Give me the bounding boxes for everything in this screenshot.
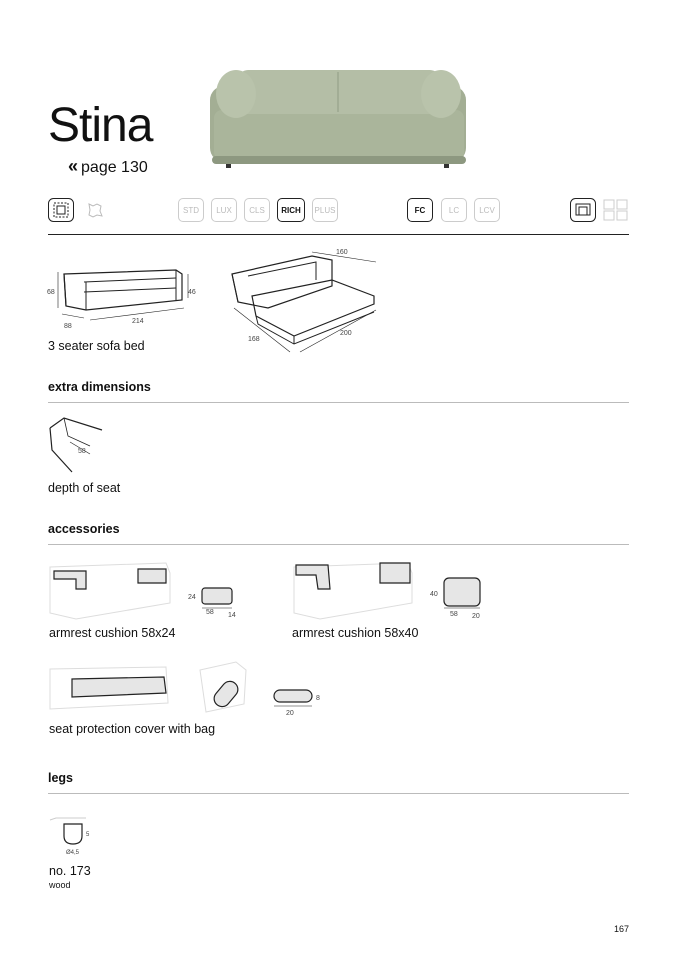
armrest-large-cushion-drawing (428, 576, 488, 620)
seat-depth-drawing (46, 416, 108, 476)
seat-cover-caption: seat protection cover with bag (49, 722, 216, 736)
seat-depth-value: 58 (78, 448, 86, 455)
badge-lcv[interactable]: LCV (474, 198, 500, 222)
sofa-bed-drawing (228, 246, 380, 356)
bag-roll-drawing (270, 686, 326, 720)
armrest-small-caption: armrest cushion 58x24 (49, 626, 176, 640)
dim-bed-depth: 168 (248, 336, 260, 343)
leg-material: wood (49, 880, 71, 890)
sofa-line-drawing (46, 262, 196, 330)
page-number: 167 (614, 924, 630, 934)
extra-dimensions-heading: extra dimensions (48, 380, 151, 394)
armrest-large-d: 20 (472, 613, 480, 620)
fixed-cover-icon[interactable] (570, 198, 596, 222)
leg-drawing (46, 812, 96, 858)
header-divider (48, 234, 629, 235)
dim-width: 214 (132, 318, 144, 325)
dim-height: 68 (47, 289, 55, 296)
page-reference-label: page 130 (81, 159, 148, 176)
accessories-heading: accessories (48, 522, 120, 536)
armrest-small-d: 14 (228, 612, 236, 619)
armrest-large-w: 58 (450, 611, 458, 618)
bag-dia: 8 (316, 695, 320, 702)
badge-lc[interactable]: LC (441, 198, 467, 222)
seat-depth-caption: depth of seat (48, 481, 121, 495)
armrest-small-h: 24 (188, 594, 196, 601)
badge-cls[interactable]: CLS (244, 198, 270, 222)
extra-divider (48, 402, 629, 403)
sofa-photo (208, 66, 470, 170)
badge-plus[interactable]: PLUS (312, 198, 338, 222)
back-arrow-icon: « (68, 156, 79, 176)
dim-bed-length: 200 (340, 330, 352, 337)
fabric-swatch-icon[interactable] (48, 198, 74, 222)
legs-divider (48, 793, 629, 794)
legs-heading: legs (48, 771, 74, 785)
seat-cover-drawing (46, 663, 172, 715)
armrest-large-caption: armrest cushion 58x40 (292, 626, 419, 640)
leg-diameter: Ø4,5 (66, 850, 80, 856)
dim-seat-height: 46 (188, 289, 196, 296)
badge-lux[interactable]: LUX (211, 198, 237, 222)
sofa-caption: 3 seater sofa bed (48, 339, 145, 353)
armrest-large-sofa-drawing (290, 559, 414, 621)
armrest-small-w: 58 (206, 609, 214, 616)
armrest-small-cushion-drawing (186, 586, 246, 620)
accessories-divider (48, 544, 629, 545)
page-reference[interactable] (68, 156, 148, 177)
badge-rich[interactable]: RICH (277, 198, 305, 222)
armrest-small-sofa-drawing (46, 561, 172, 623)
badge-std[interactable]: STD (178, 198, 204, 222)
modules-icon[interactable] (603, 198, 629, 222)
seat-cover-bag-drawing (196, 660, 248, 714)
bag-len: 20 (286, 710, 294, 717)
dim-bed-width: 160 (336, 249, 348, 256)
dim-depth: 88 (64, 323, 72, 330)
leg-model: no. 173 (49, 864, 91, 878)
page-title: Stina (48, 99, 153, 152)
badge-fc[interactable]: FC (407, 198, 433, 222)
leather-hide-icon[interactable] (82, 198, 108, 222)
armrest-large-h: 40 (430, 591, 438, 598)
leg-height: 5 (86, 832, 90, 838)
